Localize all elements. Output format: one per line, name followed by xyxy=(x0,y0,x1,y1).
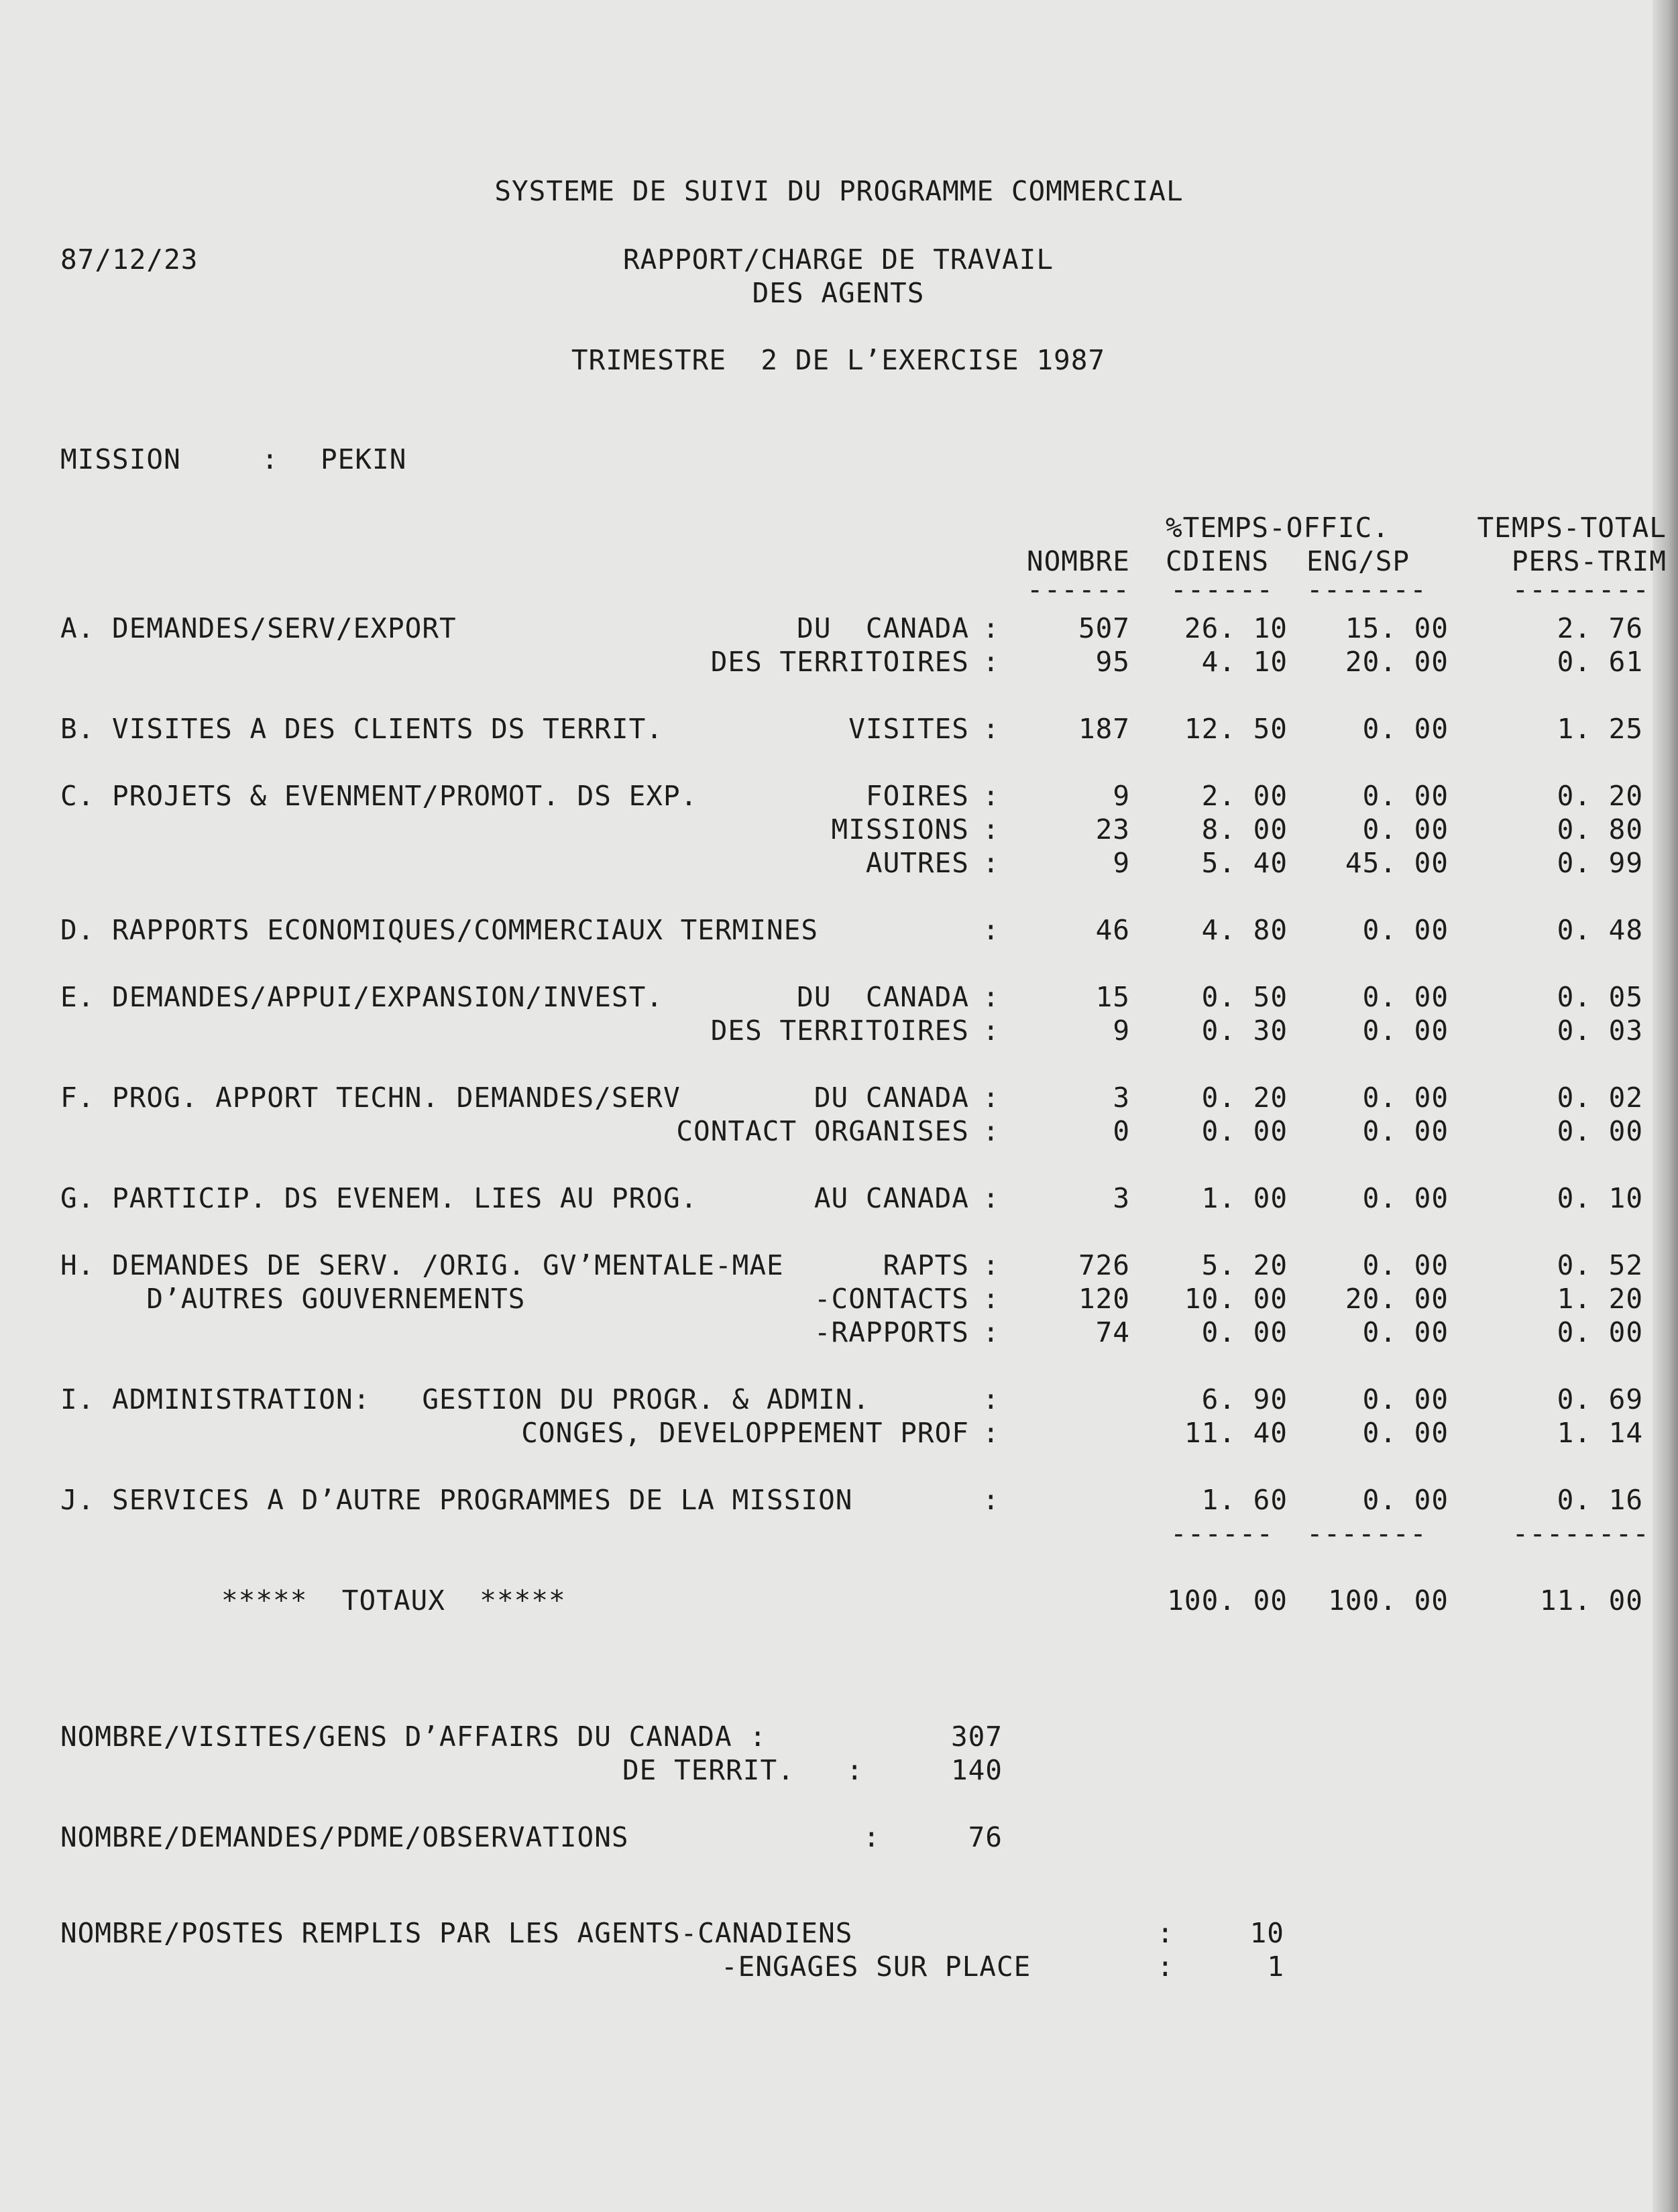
row-perstrim: 0. 00 xyxy=(1557,1316,1643,1348)
row-nombre: 507 xyxy=(1078,612,1130,644)
row-cdiens: 11. 40 xyxy=(1184,1417,1288,1449)
postes-canadiens-value: 10 xyxy=(1249,1917,1284,1949)
row-nombre: 9 xyxy=(1113,1014,1130,1047)
row-nombre: 726 xyxy=(1078,1249,1130,1281)
report-date: 87/12/23 xyxy=(60,243,199,276)
col-underline-engsp: ------- xyxy=(1306,573,1427,605)
row-cdiens: 0. 00 xyxy=(1201,1316,1288,1348)
row-nombre: 46 xyxy=(1095,914,1130,946)
row-engsp: 45. 00 xyxy=(1345,847,1449,879)
demandes-pdme-separator: : xyxy=(863,1821,881,1853)
col-underline-perstrim: -------- xyxy=(1512,573,1650,605)
row-nombre: 3 xyxy=(1113,1182,1130,1214)
row-sublabel: DU CANADA xyxy=(797,612,969,644)
row-cdiens: 1. 60 xyxy=(1201,1484,1288,1516)
pct-time-header: %TEMPS-OFFIC. xyxy=(1166,512,1390,544)
row-engsp: 20. 00 xyxy=(1345,646,1449,678)
mission-name: PEKIN xyxy=(321,443,407,475)
row-separator: : xyxy=(983,713,1000,745)
row-sublabel: CONGES, DEVELOPPEMENT PROF xyxy=(521,1417,969,1449)
col-underline-nombre: ------ xyxy=(1026,573,1130,605)
row-perstrim: 0. 61 xyxy=(1557,646,1643,678)
row-separator: : xyxy=(983,1316,1000,1348)
row-perstrim: 0. 05 xyxy=(1557,981,1643,1013)
page-edge-shadow xyxy=(1653,0,1678,2212)
engages-sur-place-label: -ENGAGES SUR PLACE xyxy=(721,1951,1031,1983)
row-perstrim: 0. 10 xyxy=(1557,1182,1643,1214)
row-separator: : xyxy=(983,1249,1000,1281)
row-cdiens: 5. 40 xyxy=(1201,847,1288,879)
row-sublabel: FOIRES xyxy=(865,780,969,812)
row-separator: : xyxy=(983,1014,1000,1047)
row-cdiens: 10. 00 xyxy=(1184,1283,1288,1315)
row-engsp: 0. 00 xyxy=(1362,1316,1449,1348)
total-time-header: TEMPS-TOTAL xyxy=(1477,512,1667,544)
row-label: J. SERVICES A D’AUTRE PROGRAMMES DE LA MISSION xyxy=(60,1484,853,1516)
row-nombre: 187 xyxy=(1078,713,1130,745)
visites-canada-value: 307 xyxy=(950,1721,1003,1753)
row-engsp: 0. 00 xyxy=(1362,1249,1449,1281)
demandes-pdme-label: NOMBRE/DEMANDES/PDME/OBSERVATIONS xyxy=(60,1821,629,1853)
row-perstrim: 0. 16 xyxy=(1557,1484,1643,1516)
row-sublabel: AUTRES xyxy=(865,847,969,879)
row-label: G. PARTICIP. DS EVENEM. LIES AU PROG. xyxy=(60,1182,698,1214)
row-sublabel: CONTACT ORGANISES xyxy=(676,1115,969,1147)
row-perstrim: 0. 99 xyxy=(1557,847,1643,879)
total-cdiens: 100. 00 xyxy=(1167,1584,1288,1617)
fiscal-period: TRIMESTRE 2 DE L’EXERCISE 1987 xyxy=(571,344,1106,376)
row-engsp: 0. 00 xyxy=(1362,914,1449,946)
row-cdiens: 0. 50 xyxy=(1201,981,1288,1013)
row-label: E. DEMANDES/APPUI/EXPANSION/INVEST. xyxy=(60,981,663,1013)
row-sublabel: VISITES xyxy=(848,713,969,745)
row-separator: : xyxy=(983,847,1000,879)
total-underline-cdiens: ------ xyxy=(1170,1517,1274,1550)
row-cdiens: 4. 80 xyxy=(1201,914,1288,946)
row-separator: : xyxy=(983,1417,1000,1449)
row-perstrim: 0. 03 xyxy=(1557,1014,1643,1047)
postes-canadiens-label: NOMBRE/POSTES REMPLIS PAR LES AGENTS-CANADIENS xyxy=(60,1917,853,1949)
row-separator: : xyxy=(983,1182,1000,1214)
row-separator: : xyxy=(983,1283,1000,1315)
row-sublabel: RAPTS xyxy=(883,1249,969,1281)
row-separator: : xyxy=(983,813,1000,846)
row-separator: : xyxy=(983,780,1000,812)
engages-sur-place-separator: : xyxy=(1157,1951,1174,1983)
demandes-pdme-value: 76 xyxy=(968,1821,1003,1853)
row-engsp: 0. 00 xyxy=(1362,1082,1449,1114)
row-separator: : xyxy=(983,1115,1000,1147)
row-sublabel: AU CANADA xyxy=(814,1182,969,1214)
row-nombre: 9 xyxy=(1113,847,1130,879)
total-underline-engsp: ------- xyxy=(1306,1517,1427,1550)
visites-territ-value: 140 xyxy=(950,1754,1003,1786)
row-label: B. VISITES A DES CLIENTS DS TERRIT. xyxy=(60,713,663,745)
row-perstrim: 1. 14 xyxy=(1557,1417,1643,1449)
row-separator: : xyxy=(983,612,1000,644)
row-sublabel: -CONTACTS xyxy=(814,1283,969,1315)
row-cdiens: 5. 20 xyxy=(1201,1249,1288,1281)
row-sublabel: DU CANADA xyxy=(814,1082,969,1114)
row-label: D. RAPPORTS ECONOMIQUES/COMMERCIAUX TERMINES xyxy=(60,914,819,946)
row-cdiens: 0. 00 xyxy=(1201,1115,1288,1147)
row-separator: : xyxy=(983,981,1000,1013)
total-underline-perstrim: -------- xyxy=(1512,1517,1650,1550)
row-engsp: 0. 00 xyxy=(1362,1014,1449,1047)
total-engsp: 100. 00 xyxy=(1328,1584,1449,1617)
row-nombre: 23 xyxy=(1095,813,1130,846)
row-engsp: 0. 00 xyxy=(1362,780,1449,812)
col-header-nombre: NOMBRE xyxy=(1026,545,1130,577)
row-engsp: 0. 00 xyxy=(1362,813,1449,846)
row-perstrim: 2. 76 xyxy=(1557,612,1643,644)
row-cdiens: 26. 10 xyxy=(1184,612,1288,644)
row-separator: : xyxy=(983,914,1000,946)
row-sublabel: -RAPPORTS xyxy=(814,1316,969,1348)
total-perstrim: 11. 00 xyxy=(1539,1584,1643,1617)
row-cdiens: 6. 90 xyxy=(1201,1383,1288,1415)
row-cdiens: 12. 50 xyxy=(1184,713,1288,745)
row-label: C. PROJETS & EVENMENT/PROMOT. DS EXP. xyxy=(60,780,698,812)
row-perstrim: 0. 69 xyxy=(1557,1383,1643,1415)
row-nombre: 0 xyxy=(1113,1115,1130,1147)
row-perstrim: 0. 52 xyxy=(1557,1249,1643,1281)
row-nombre: 15 xyxy=(1095,981,1130,1013)
row-label: F. PROG. APPORT TECHN. DEMANDES/SERV xyxy=(60,1082,681,1114)
row-label: I. ADMINISTRATION: GESTION DU PROGR. & ADMIN. xyxy=(60,1383,871,1415)
row-cdiens: 2. 00 xyxy=(1201,780,1288,812)
row-engsp: 0. 00 xyxy=(1362,981,1449,1013)
row-cdiens: 0. 30 xyxy=(1201,1014,1288,1047)
row-perstrim: 0. 02 xyxy=(1557,1082,1643,1114)
row-engsp: 0. 00 xyxy=(1362,1182,1449,1214)
row-nombre: 74 xyxy=(1095,1316,1130,1348)
report-title-line-2: DES AGENTS xyxy=(752,277,925,309)
row-separator: : xyxy=(983,1383,1000,1415)
row-engsp: 20. 00 xyxy=(1345,1283,1449,1315)
visites-canada-label: NOMBRE/VISITES/GENS D’AFFAIRS DU CANADA : xyxy=(60,1721,767,1753)
row-separator: : xyxy=(983,1082,1000,1114)
row-nombre: 95 xyxy=(1095,646,1130,678)
row-perstrim: 0. 80 xyxy=(1557,813,1643,846)
totals-label: ***** TOTAUX ***** xyxy=(221,1584,566,1617)
report-title-line-1: RAPPORT/CHARGE DE TRAVAIL xyxy=(622,243,1054,276)
col-header-cdiens: CDIENS xyxy=(1166,545,1270,577)
row-cdiens: 4. 10 xyxy=(1201,646,1288,678)
row-perstrim: 1. 20 xyxy=(1557,1283,1643,1315)
row-engsp: 0. 00 xyxy=(1362,713,1449,745)
row-engsp: 0. 00 xyxy=(1362,1383,1449,1415)
row-cdiens: 8. 00 xyxy=(1201,813,1288,846)
system-title: SYSTEME DE SUIVI DU PROGRAMME COMMERCIAL xyxy=(494,175,1184,207)
postes-canadiens-separator: : xyxy=(1157,1917,1174,1949)
row-label: H. DEMANDES DE SERV. /ORIG. GV’MENTALE-MAE xyxy=(60,1249,784,1281)
visites-territ-label: DE TERRIT. : xyxy=(622,1754,864,1786)
row-separator: : xyxy=(983,1484,1000,1516)
row-perstrim: 0. 20 xyxy=(1557,780,1643,812)
row-perstrim: 1. 25 xyxy=(1557,713,1643,745)
row-engsp: 0. 00 xyxy=(1362,1417,1449,1449)
row-nombre: 9 xyxy=(1113,780,1130,812)
row-sublabel: MISSIONS xyxy=(831,813,969,846)
row-nombre: 120 xyxy=(1078,1283,1130,1315)
row-sublabel: DES TERRITOIRES xyxy=(710,1014,969,1047)
row-separator: : xyxy=(983,646,1000,678)
row-sublabel: DU CANADA xyxy=(797,981,969,1013)
mission-separator: : xyxy=(262,443,279,475)
mission-label: MISSION xyxy=(60,443,181,475)
row-perstrim: 0. 48 xyxy=(1557,914,1643,946)
col-underline-cdiens: ------ xyxy=(1170,573,1274,605)
row-nombre: 3 xyxy=(1113,1082,1130,1114)
col-header-perstrim: PERS-TRIM xyxy=(1511,545,1667,577)
row-label: A. DEMANDES/SERV/EXPORT xyxy=(60,612,457,644)
row-engsp: 0. 00 xyxy=(1362,1484,1449,1516)
row-sublabel: DES TERRITOIRES xyxy=(710,646,969,678)
engages-sur-place-value: 1 xyxy=(1267,1951,1284,1983)
row-cdiens: 0. 20 xyxy=(1201,1082,1288,1114)
row-engsp: 0. 00 xyxy=(1362,1115,1449,1147)
row-engsp: 15. 00 xyxy=(1345,612,1449,644)
col-header-engsp: ENG/SP xyxy=(1306,545,1410,577)
row-label: D’AUTRES GOUVERNEMENTS xyxy=(60,1283,526,1315)
row-cdiens: 1. 00 xyxy=(1201,1182,1288,1214)
row-perstrim: 0. 00 xyxy=(1557,1115,1643,1147)
